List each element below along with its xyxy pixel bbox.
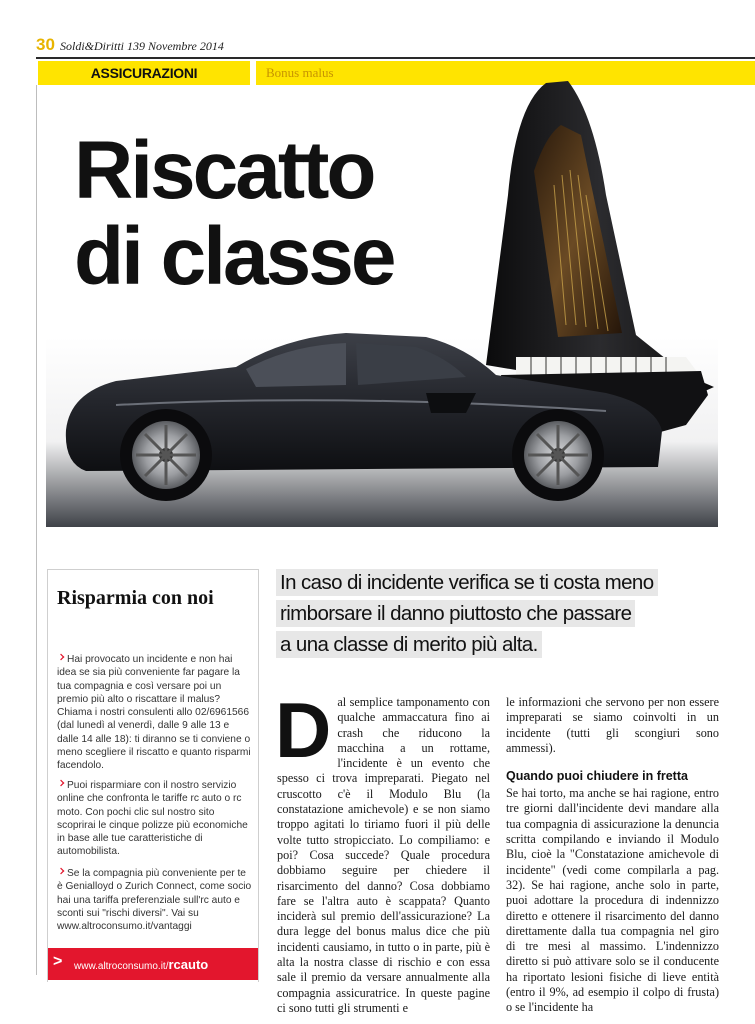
page-margin-rule [36, 85, 37, 975]
sidebar-paragraph-2: Puoi risparmiare con il nostro servizio online che confronta le tariffe rc auto o rc moto. Con pochi clic sul nostro sito scoprirai le cinque polizze più economiche in base alle tue caratteristiche di automobilista. [57, 780, 248, 858]
subhead-line-1: In caso di incidente verifica se ti costa meno [276, 569, 658, 596]
sidebar-title: Risparmia con noi [57, 587, 214, 609]
drop-cap: D [275, 686, 332, 774]
subhead-line-2: rimborsare il danno piuttosto che passare [276, 600, 635, 627]
header-rule [36, 57, 755, 59]
article-headline [74, 125, 394, 302]
sidebar-paragraph-1: Hai provocato un incidente e non hai idea se sia più conveniente far pagare la tua compagnia e così versare poi un premio più alto o riscattare il malus? Chiama i nostri consulenti allo 02/6961566 (dal lunedì al venerdì, dalle 9 alle 13 e dalle 14 alle 18): ti diranno se ti conviene o meno scegliere il riscatto e quanto risparmi facendolo. [57, 654, 251, 772]
column-1-text: al semplice tamponamento con qualche ammaccatura fino ai crash che riducono la macchina a un rottame, l'incidente è un evento che spesso ci trova impreparati. Piegato nel cruscotto c'è il Modulo Blu (la constatazione amichevole) e se non siamo troppo agitati lo tiriamo fuori il più delle volte tutto stropicciato. Lo compiliamo: e poi? Cosa succede? Quale procedura dobbiamo seguire per chiedere il risarcimento del danno? Cosa dobbiamo fare se l'altra auto è scappata? Quanto inciderà sul premio dell'assicurazione? La dura legge del bonus malus dice che più incidenti causiamo, in tutto o in parte, più è alta la nostra classe di rischio e con essa sale il premio da versare annualmente alla compagnia assicuratrice. In queste pagine ci sono tutti gli strumenti e [277, 695, 490, 1015]
column-2-intro: le informazioni che servono per non essere impreparati se siamo coinvolti in un incidente (tutti gli scongiuri sono ammessi). [506, 695, 719, 755]
sidebar-paragraph-3: Se la compagnia più conveniente per te è Genialloyd o Zurich Connect, come socio hai una tariffa preferenziale sull'rc auto e sconti sui "rischi diversi". Vai su www.altroconsumo.it/vantaggi [57, 868, 252, 933]
article-subhead [276, 567, 676, 660]
headline-line-1: Riscatto [74, 125, 374, 216]
column-2-heading: Quando puoi chiudere in fretta [506, 769, 688, 784]
magazine-issue: Soldi&Diritti 139 Novembre 2014 [60, 39, 224, 53]
subsection-label: Bonus malus [266, 65, 334, 80]
article-column-2 [506, 695, 719, 1016]
subhead-line-3: a una classe di merito più alta. [276, 631, 542, 658]
column-2-text: Se hai torto, ma anche se hai ragione, entro tre giorni dall'incidente devi mandare alla tua compagnia di assicurazione la denuncia scritta compilando e inviando il Modulo Blu, cioè la "Constatazione amichevole di incidente" (vedi come compilarla a pag. 32). Se hai ragione, anche solo in parte, puoi adottare la procedura di indennizzo diretto e ottenere il risarcimento del danno direttamente dalla tua compagnia nel giro di tre mesi al massimo. L'indennizzo diretto si può attivare solo se il conducente ha riportato lesioni fisiche di lieve entità (entro il 9%, ad esempio il colpo di frusta) o se l'incidente ha [506, 786, 719, 1015]
page-number: 30 [36, 35, 55, 54]
chevron-bullet-icon [58, 780, 65, 787]
article-column-1 [275, 686, 490, 1016]
section-label: ASSICURAZIONI [90, 65, 198, 81]
chevron-bullet-icon [58, 868, 65, 875]
sidebar-footer-link[interactable]: www.altroconsumo.it/rcauto [74, 957, 209, 972]
arrow-right-icon: > [53, 953, 63, 970]
headline-line-2: di classe [74, 211, 394, 302]
chevron-bullet-icon [58, 654, 65, 661]
